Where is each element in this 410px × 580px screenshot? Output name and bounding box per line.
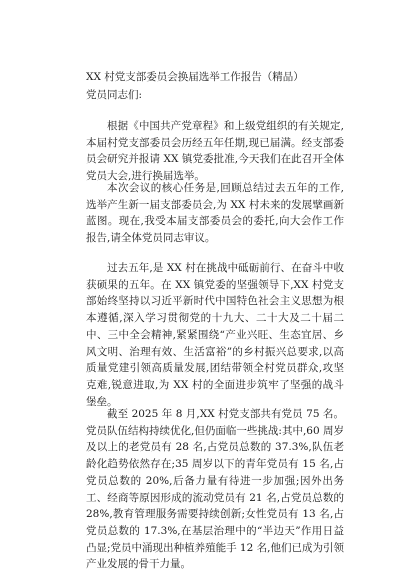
paragraph-intro: 根据《中国共产党章程》和上级党组织的有关规定,本届村党支部委员会历经五年任期,现已届满。经支部委员会研究并报请 XX 镇党委批准,今天我们在此召开全体党员大会,进行换届选举。 [86,120,344,183]
document-title: XX 村党支部委员会换届选举工作报告（精品） [86,71,304,83]
paragraph-review: 过去五年,是 XX 村在挑战中砥砺前行、在奋斗中收获硕果的五年。在 XX 镇党委的坚强领导下,XX 村党支部始终坚持以习近平新时代中国特色社会主义思想为根本遵循,深入学习贯彻党的十九大、二十大及二十届二中、三中全会精神,紧紧围绕“产业兴旺、生态宜居、乡风文明、治理有效、生活富裕”的乡村振兴总要求,以高质量党建引领高质量发展,团结带领全村党员群众,攻坚克难,锐意进取,为 XX 村的全面进步筑牢了坚强的战斗堡垒。 [86,262,344,408]
salutation: 党员同志们: [86,89,143,101]
paragraph-membership: 截至 2025 年 8 月,XX 村党支部共有党员 75 名。党员队伍结构持续优化,但仍面临一些挑战:其中,60 周岁及以上的老党员有 28 名,占党员总数的 37.3%,队伍老龄化趋势依然存在;35 周岁以下的青年党员有 15 名,占党员总数的 20%,后备力量有待进一步加强;因外出务工、经商等原因形成的流动党员有 21 名,占党员总数的 28%,教育管理服务需要持续创新;女性党员有 13 名,占党员总数的 17.3%,在基层治理中的“半边天”作用日益凸显;党员中涌现出种植养殖能手 12 名,他们已成为引领产业发展的骨干力量。 [86,408,344,571]
paragraph-task: 本次会议的核心任务是,回顾总结过去五年的工作,选举产生新一届支部委员会,为 XX 村未来的发展擘画新蓝图。现在,我受本届支部委员会的委托,向大会作工作报告,请全体党员同志审议。 [86,182,344,245]
